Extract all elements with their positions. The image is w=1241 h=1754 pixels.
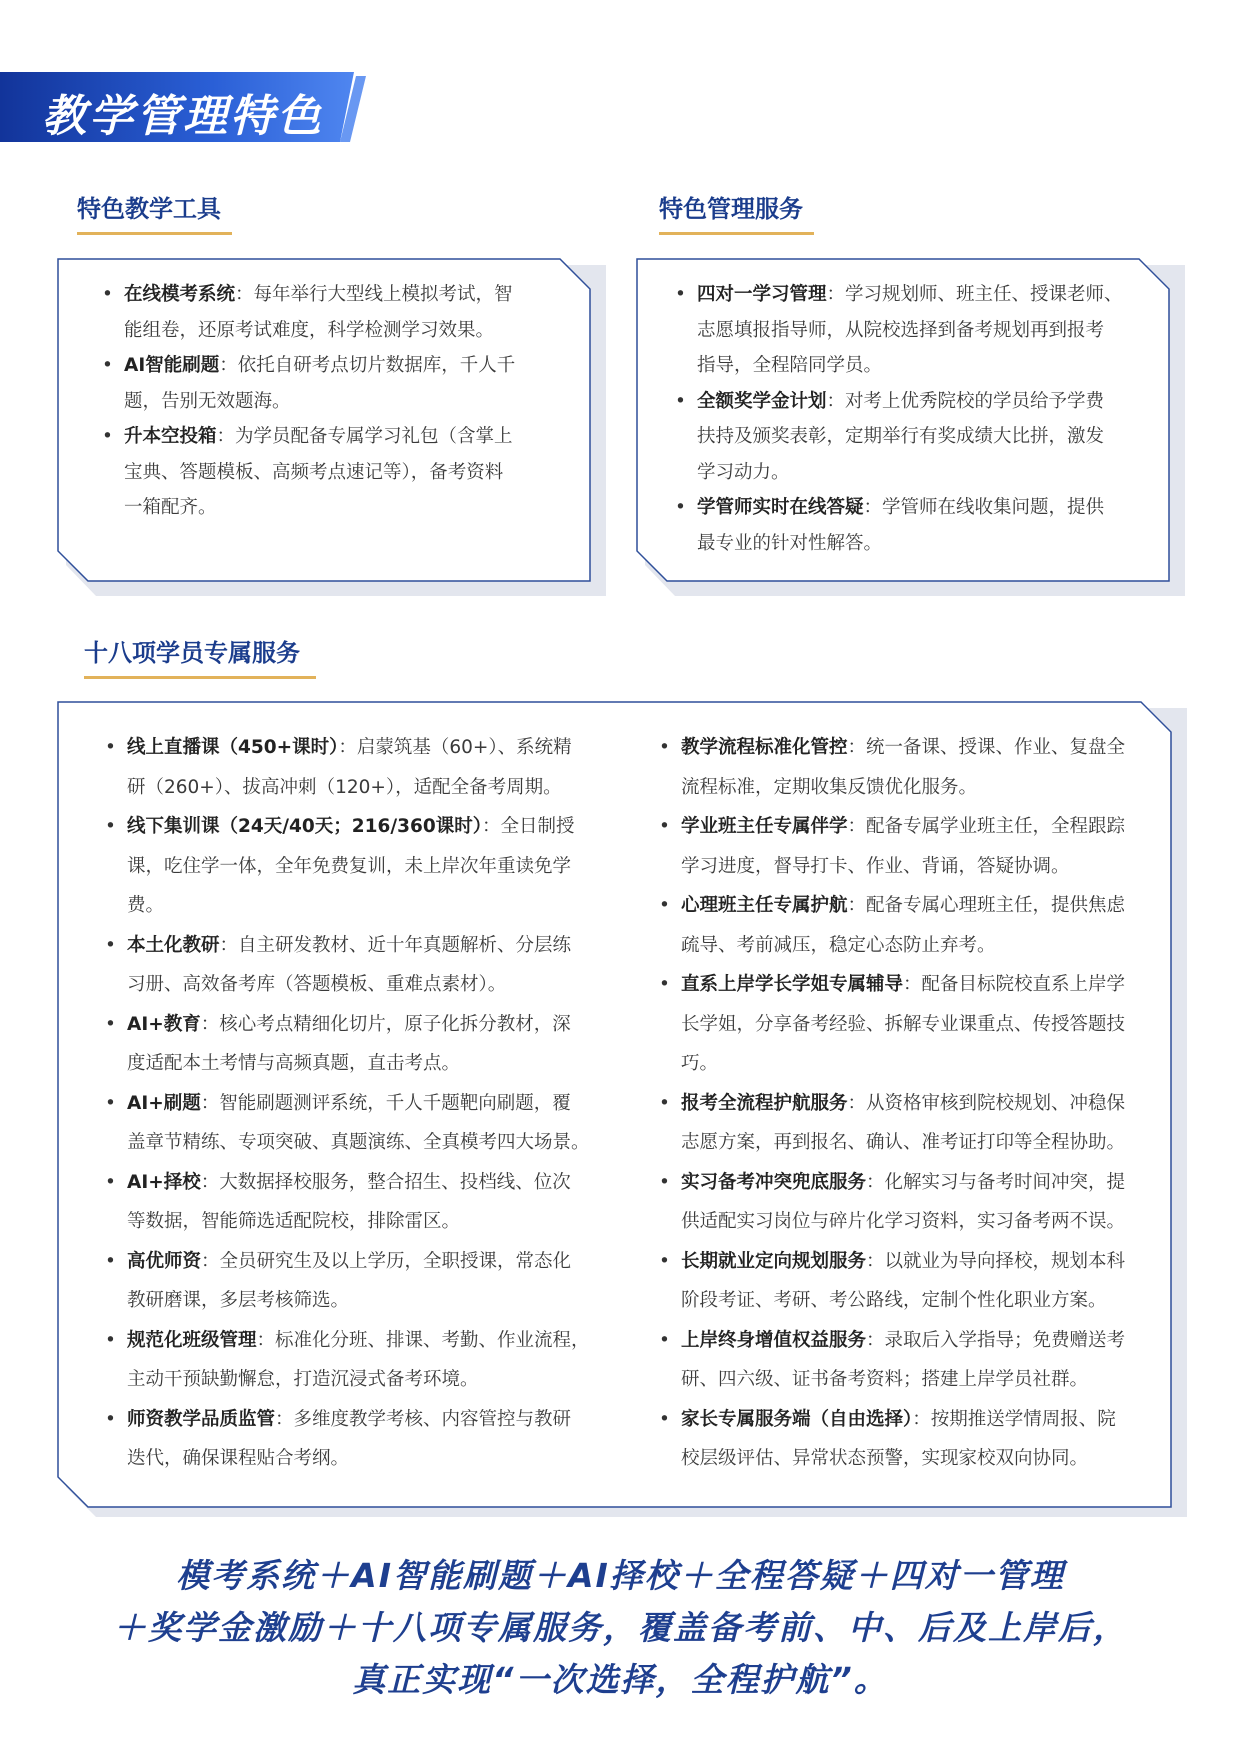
list-item: • AI+择校：大数据择校服务，整合招生、投档线、位次 等数据，智能筛选适配院校，排除雷区。 <box>101 1163 631 1242</box>
slogan-line-2: ＋奖学金激励＋十八项专属服务，覆盖备考前、中、后及上岸后， <box>113 1608 1128 1647</box>
list-item: • 上岸终身增值权益服务：录取后入学指导；免费赠送考 研、四六级、证书备考资料；搭建上岸学员社群。 <box>655 1321 1155 1400</box>
slogan-line-1: 模考系统＋AI智能刷题＋AI择校＋全程答疑＋四对一管理 <box>176 1556 1065 1595</box>
services-card <box>58 702 1187 1517</box>
list-item: • 高优师资：全员研究生及以上学历，全职授课，常态化 教研磨课，多层考核筛选。 <box>101 1242 631 1321</box>
tools-list <box>98 277 578 526</box>
management-title-underline <box>659 232 814 235</box>
list-item: • 规范化班级管理：标准化分班、排课、考勤、作业流程， 主动干预缺勤懈怠，打造沉浸式备考环境。 <box>101 1321 631 1400</box>
list-item: • 升本空投箱：为学员配备专属学习礼包（含掌上 宝典、答题模板、高频考点速记等），备考资料 一箱配齐。 <box>98 419 578 526</box>
tools-title-underline <box>77 232 232 235</box>
tools-title: 特色教学工具 <box>77 195 221 223</box>
list-item: • 本土化教研：自主研发教材、近十年真题解析、分层练 习册、高效备考库（答题模板、重难点素材）。 <box>101 926 631 1005</box>
tools-card <box>58 259 606 596</box>
list-item: • AI+教育：核心考点精细化切片，原子化拆分教材，深 度适配本土考情与高频真题，直击考点。 <box>101 1005 631 1084</box>
list-item: • AI智能刷题：依托自研考点切片数据库，千人千 题，告别无效题海。 <box>98 348 578 419</box>
services-title-underline <box>84 676 316 679</box>
list-item: • 师资教学品质监管：多维度教学考核、内容管控与教研 迭代，确保课程贴合考纲。 <box>101 1400 631 1479</box>
list-item: • 长期就业定向规划服务：以就业为导向择校，规划本科 阶段考证、考研、考公路线，定制个性化职业方案。 <box>655 1242 1155 1321</box>
list-item: • 家长专属服务端（自由选择）：按期推送学情周报、院 校层级评估、异常状态预警，实现家校双向协同。 <box>655 1400 1155 1479</box>
list-item: • 在线模考系统：每年举行大型线上模拟考试，智 能组卷，还原考试难度，科学检测学习效果。 <box>98 277 578 348</box>
list-item: • 心理班主任专属护航：配备专属心理班主任，提供焦虑 疏导、考前减压，稳定心态防止弃考。 <box>655 886 1155 965</box>
list-item: • 四对一学习管理：学习规划师、班主任、授课老师、 志愿填报指导师，从院校选择到备考规划再到报考 指导，全程陪同学员。 <box>671 277 1155 384</box>
management-title: 特色管理服务 <box>659 195 803 223</box>
management-list <box>671 277 1155 561</box>
list-item: • 线上直播课（450+课时）：启蒙筑基（60+）、系统精 研（260+）、拔高冲刺（120+），适配全备考周期。 <box>101 728 631 807</box>
list-item: • 实习备考冲突兜底服务：化解实习与备考时间冲突，提 供适配实习岗位与碎片化学习资料，实习备考两不误。 <box>655 1163 1155 1242</box>
page-title: 教学管理特色 <box>42 91 324 142</box>
list-item: • 学业班主任专属伴学：配备专属学业班主任，全程跟踪 学习进度，督导打卡、作业、背诵，答疑协调。 <box>655 807 1155 886</box>
list-item: • 直系上岸学长学姐专属辅导：配备目标院校直系上岸学 长学姐，分享备考经验、拆解专业课重点、传授答题技 巧。 <box>655 965 1155 1084</box>
list-item: • 报考全流程护航服务：从资格审核到院校规划、冲稳保 志愿方案，再到报名、确认、准考证打印等全程协助。 <box>655 1084 1155 1163</box>
services-title: 十八项学员专属服务 <box>84 639 300 667</box>
management-card <box>637 259 1185 596</box>
list-item: • 全额奖学金计划：对考上优秀院校的学员给予学费 扶持及颁奖表彰，定期举行有奖成绩大比拼，激发 学习动力。 <box>671 384 1155 491</box>
slogan-line-3: 真正实现“一次选择，全程护航”。 <box>352 1660 889 1699</box>
list-item: • AI+刷题：智能刷题测评系统，千人千题靶向刷题，覆 盖章节精练、专项突破、真题演练、全真模考四大场景。 <box>101 1084 631 1163</box>
list-item: • 教学流程标准化管控：统一备课、授课、作业、复盘全 流程标准，定期收集反馈优化服务。 <box>655 728 1155 807</box>
services-list-right <box>655 728 1155 1479</box>
list-item: • 线下集训课（24天/40天；216/360课时）：全日制授 课，吃住学一体，全年免费复训，未上岸次年重读免学 费。 <box>101 807 631 926</box>
list-item: • 学管师实时在线答疑：学管师在线收集问题，提供 最专业的针对性解答。 <box>671 490 1155 561</box>
services-list-left <box>101 728 631 1479</box>
